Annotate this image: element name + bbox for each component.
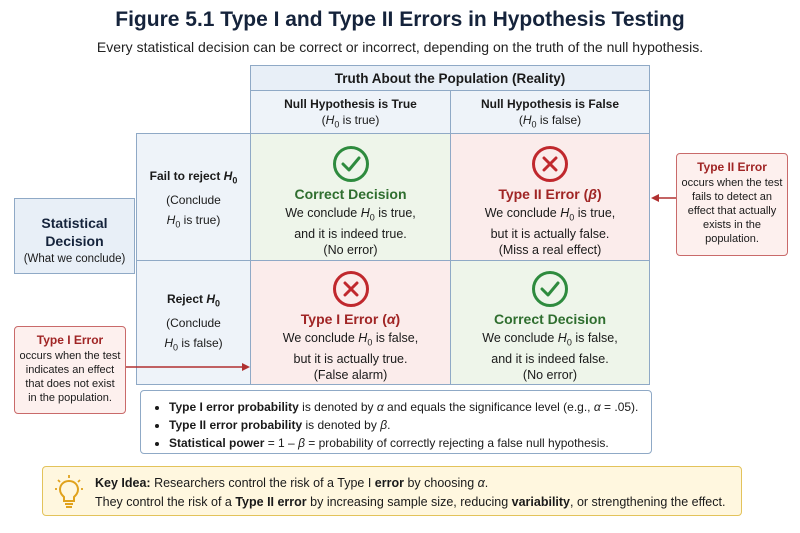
cell-line-1: We conclude $H_0$ is false, (482, 331, 618, 348)
cell-title: Correct Decision (493, 311, 607, 327)
bullet-power: • Statistical power = 1 – β = probability of correctly rejecting a false null hypothesis. (169, 433, 639, 453)
column-sub: ($H_0$ is false) (518, 113, 582, 130)
note-line: indicates an effect (25, 364, 115, 376)
note-title: Type I Error (36, 333, 104, 347)
column-sub: ($H_0$ is true) (321, 113, 380, 130)
note-line: effect that actually (687, 205, 777, 217)
column-label: Null Hypothesis is False (480, 97, 620, 111)
note-line: that does not exist (25, 378, 115, 390)
row-sub-1: (Conclude (166, 193, 221, 208)
cell-line-2: and it is indeed false. (491, 351, 609, 366)
note-line: fails to detect an (691, 191, 773, 203)
note-line: occurs when the test (681, 177, 783, 189)
cell-title: Correct Decision (294, 186, 407, 202)
cell-line-3: (False alarm) (313, 367, 388, 382)
bullet-type-i: • Type I error probability is denoted by α and equals the significance level (e.g., α = .05). (169, 397, 639, 417)
decision-sub: (What we conclude) (23, 253, 126, 265)
cell-line-3: (Miss a real effect) (498, 242, 602, 257)
row-label: Reject $H_0$ (166, 292, 221, 309)
page-title: Figure 5.1 Type I and Type II Errors in Hypothesis Testing (115, 8, 685, 31)
column-label: Null Hypothesis is True (284, 97, 417, 111)
truth-header-label: Truth About the Population (Reality) (334, 70, 566, 86)
cell-line-2: but it is actually true. (293, 351, 408, 366)
key-idea-line-1: Key Idea: Researchers control the risk of a Type I error by choosing α. (95, 476, 489, 490)
cell-title: Type I Error (α) (300, 311, 401, 327)
row-sub-1: (Conclude (166, 316, 221, 331)
cell-title: Type II Error (β) (498, 186, 602, 202)
cell-line-3: (No error) (522, 367, 578, 382)
note-line: occurs when the test (19, 350, 121, 362)
decision-label: Statistical Decision (41, 215, 108, 249)
note-line: exists in the (702, 219, 762, 231)
note-line: in the population. (28, 392, 112, 404)
key-idea-line-2: They control the risk of a Type II error by increasing sample size, reducing variability, or strengthening the effect. (95, 495, 726, 509)
row-label: Fail to reject $H_0$ (149, 169, 238, 186)
row-sub-2: $H_0$ is true) (166, 213, 221, 230)
note-line: population. (705, 233, 759, 245)
cell-line-1: We conclude $H_0$ is false, (282, 331, 419, 348)
key-idea-box (42, 466, 742, 516)
cell-line-1: We conclude $H_0$ is true, (285, 206, 416, 223)
bullet-type-ii: • Type II error probability is denoted by β. (169, 417, 639, 433)
summary-bullets (140, 390, 652, 454)
cell-line-1: We conclude $H_0$ is true, (484, 206, 616, 223)
cell-line-3: (No error) (323, 242, 378, 257)
row-sub-2: $H_0$ is false) (164, 336, 223, 353)
cell-line-2: but it is actually false. (490, 226, 610, 241)
cell-line-2: and it is indeed true. (294, 226, 407, 241)
page-subtitle: Every statistical decision can be correct or incorrect, depending on the truth of the null hypothesis. (96, 39, 704, 55)
lightbulb-icon (55, 475, 83, 509)
note-title: Type II Error (697, 160, 767, 174)
